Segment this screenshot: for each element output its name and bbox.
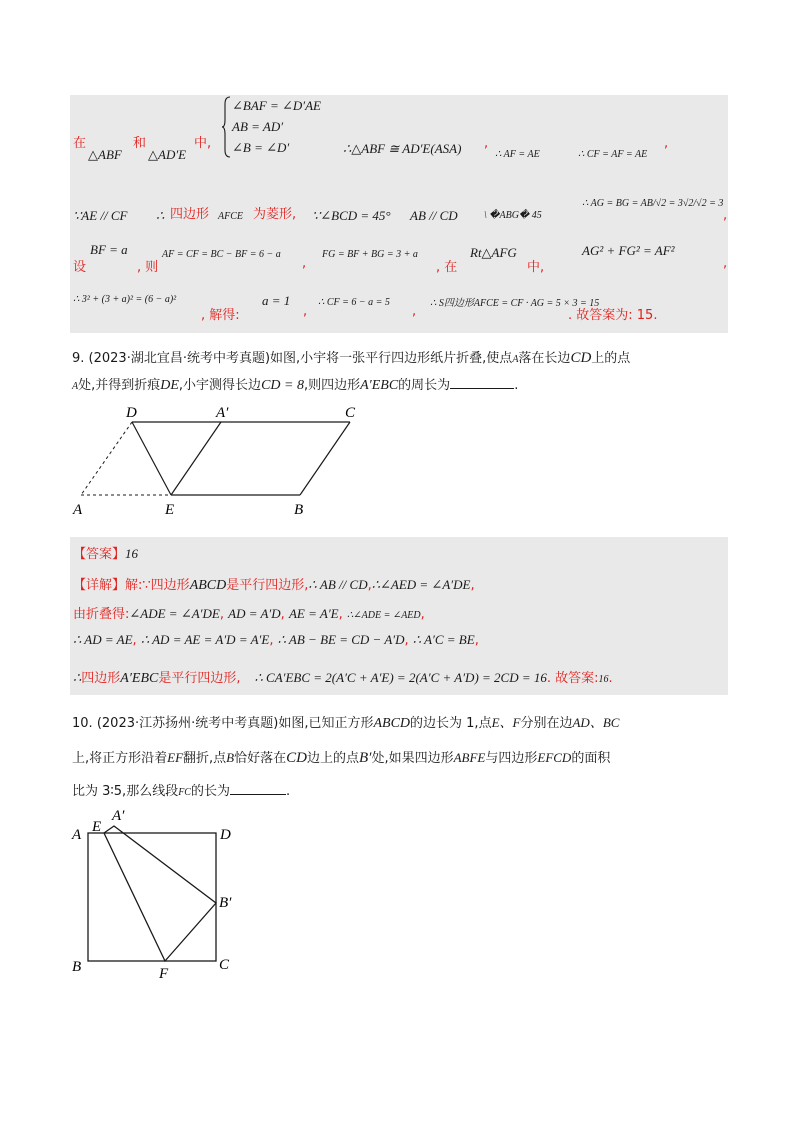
q10-text2: 的边长为 1,点: [410, 716, 492, 731]
q10-ad-bc: AD、BC: [572, 715, 620, 730]
q9-l3c: ∴ AD = AE = A′D = A′E: [140, 632, 270, 647]
sol8-zai2: , 在: [436, 260, 458, 275]
q10-label-c: C: [219, 957, 230, 973]
q9-l4b: 四边形: [81, 671, 121, 686]
q9-edge-da-dashed: [81, 422, 132, 495]
sol8-abg45: \ �ABG� 45: [484, 210, 542, 221]
q10-label-a1: A′: [112, 808, 125, 824]
q9-cd8: CD = 8: [261, 378, 304, 393]
q10-b1: B′: [359, 750, 372, 766]
sol8-zai: 在: [73, 136, 87, 151]
sol8-congruent: ∴△ABF ≅ AD′E(ASA): [343, 141, 462, 156]
sol8-bf-a: BF = a: [90, 242, 128, 257]
q9-text4: 处,并得到折痕: [78, 378, 161, 393]
q10-b: B: [226, 750, 235, 765]
sol8-she: 设: [73, 260, 87, 275]
q9-text5: ,小宇测得长边: [178, 378, 262, 393]
q10-efcd: EFCD: [537, 750, 572, 765]
sol8-quad-name: AFCE: [218, 211, 243, 222]
sol8-comma5: ,: [723, 256, 728, 271]
q9-figure: [70, 402, 370, 520]
q9-label-d: D: [126, 405, 137, 421]
q9-answer-value: 16: [125, 546, 139, 561]
q9-l4f: . 故答案:: [546, 671, 599, 686]
q9-l2f: AE = A′E: [288, 606, 339, 621]
q9-edge-ea1: [171, 422, 221, 495]
sol8-rt: Rt△AFG: [470, 245, 517, 260]
q9-l2g: ,: [338, 607, 343, 622]
q9-l1e: ∴∠AED = ∠A′DE: [371, 577, 471, 592]
q10-label-e: E: [92, 819, 102, 835]
q9-label-e: E: [165, 502, 175, 518]
q9-text6: ,则四边形: [303, 378, 361, 393]
q10-source: (2023·江苏扬州·统考中考真题): [96, 716, 279, 731]
q9-number: 9.: [72, 351, 85, 366]
sol8-eq: ∴ 3² + (3 + a)² = (6 − a)²: [73, 294, 177, 305]
q9-l3e: ∴ AB − BE = CD − A′D: [277, 632, 405, 647]
q9-l2i: ,: [420, 607, 425, 622]
sol8-cf5: ∴ CF = 6 − a = 5: [318, 297, 390, 308]
q9-detail-line2: [73, 603, 425, 622]
q9-l3a: ∴ AD = AE: [73, 632, 133, 647]
sol8-cond1: ∠BAF = ∠D′AE: [232, 98, 321, 113]
q9-abcd: ABCD: [189, 578, 227, 593]
q9-l4a: ∴: [73, 670, 82, 685]
sol8-zhong2: 中,: [527, 260, 545, 275]
q10-cd: CD: [286, 750, 307, 766]
q9-l2b: ∠ADE = ∠A′DE: [129, 606, 220, 621]
q10-figure: [68, 806, 248, 986]
q10-text9: 与四边形: [485, 751, 538, 766]
sol8-bcd45: ∵∠BCD = 45°: [312, 208, 391, 223]
q9-detail-line3: [73, 632, 479, 648]
q9-answer-label: 【答案】: [73, 547, 126, 562]
q9-pt-a: A: [512, 354, 519, 365]
sol8-jiede: , 解得:: [201, 308, 240, 323]
q9-l2a: 由折叠得:: [73, 607, 130, 622]
q9-text3: 上的点: [591, 351, 631, 366]
q10-label-a: A: [72, 827, 82, 843]
sol8-comma4: ,: [302, 256, 307, 271]
q10-ef2: EF: [167, 750, 184, 765]
q10-text5: 翻折,点: [183, 751, 227, 766]
q9-l4c: A′EBC: [120, 671, 159, 686]
sol8-he: 和: [133, 136, 147, 151]
q9-l3f: ,: [404, 633, 409, 648]
q9-period: .: [514, 378, 519, 393]
q9-source: (2023·湖北宜昌·统考中考真题): [88, 351, 271, 366]
sol8-tri1: △ABF: [88, 147, 122, 162]
sol8-fg-expr: FG = BF + BG = 3 + a: [322, 249, 418, 260]
q10-abfe: ABFE: [453, 750, 486, 765]
sol8-af-expr: AF = CF = BC − BF = 6 − a: [162, 249, 281, 260]
sol8-a1: a = 1: [262, 293, 291, 308]
q10-text11: 比为 3∶5,那么线段: [72, 784, 179, 799]
q10-label-d: D: [220, 827, 231, 843]
q9-quad: A′EBC: [360, 378, 399, 393]
sol8-pythag: AG² + FG² = AF²: [582, 243, 675, 258]
q9-label-c: C: [345, 405, 356, 421]
q9-l3d: ,: [269, 633, 274, 648]
q9-l3g: ∴ A′C = BE: [412, 632, 475, 647]
q9-detail-line4: [73, 667, 613, 687]
sol8-ae-cf: ∵AE // CF: [73, 208, 128, 223]
sol8-cond3: ∠B = ∠D′: [232, 140, 290, 155]
q10-text3: 分别在边: [520, 716, 573, 731]
q9-l1d: ,: [367, 578, 372, 593]
sol8-comma6: ,: [303, 304, 308, 319]
sol8-comma3: ,: [723, 208, 728, 223]
q9-answer-blank[interactable]: [450, 388, 514, 389]
q10-text12: 的长为: [190, 784, 230, 799]
sol8-ze: , 则: [137, 260, 159, 275]
sol8-comma1: ,: [484, 136, 489, 151]
q9-l2c: ,: [219, 607, 224, 622]
q9-answer-line: [73, 543, 138, 562]
q9-de: DE: [160, 378, 179, 393]
q10-label-f: F: [159, 966, 169, 982]
sol8-answer: . 故答案为: 15.: [568, 308, 658, 323]
sol8-zhong: 中,: [194, 136, 212, 151]
sol8-tri2: △AD′E: [148, 147, 187, 162]
q9-l4e: ∴ CA′EBC = 2(A′C + A′E) = 2(A′C + A′D) = 2CD = 16: [254, 670, 547, 685]
q9-l4g: 16: [598, 674, 609, 685]
q10-line3: [72, 780, 290, 799]
q9-l3h: ,: [474, 633, 479, 648]
q9-text1: 如图,小宇将一张平行四边形纸片折叠,使点: [270, 351, 513, 366]
q9-jie: 解:: [125, 578, 143, 593]
q9-l2h: ∴∠ADE = ∠AED: [346, 610, 421, 621]
brace-icon: [222, 96, 232, 158]
q10-line2: [72, 747, 610, 767]
q9-text7: 的周长为: [398, 378, 451, 393]
q9-label-a1: A′: [216, 405, 229, 421]
sol8-cond2: AB = AD′: [232, 119, 284, 134]
sol8-ag-bg: ∴ AG = BG = AB/√2 = 3√2/√2 = 3: [582, 198, 724, 209]
q10-text7: 边上的点: [306, 751, 359, 766]
q10-label-b1: B′: [219, 895, 232, 911]
sol8-ab-cd: AB // CD: [410, 208, 458, 223]
q10-square-abcd: [88, 833, 216, 961]
sol8-area: ∴ S四边形AFCE = CF · AG = 5 × 3 = 15: [430, 298, 600, 309]
q9-edge-de: [132, 422, 171, 495]
q10-answer-blank[interactable]: [230, 794, 286, 795]
q9-l1a: ∵四边形: [142, 578, 190, 593]
q9-l1b: 是平行四边形,: [226, 578, 309, 593]
q10-text8: 处,如果四边形: [371, 751, 454, 766]
sol8-cf: ∴ CF = AF = AE: [578, 149, 648, 160]
q10-text1: 如图,已知正方形: [278, 716, 374, 731]
q9-l2e: ,: [280, 607, 285, 622]
sol8-therefore: ∴: [156, 208, 165, 223]
q10-ef: E、F: [491, 715, 521, 730]
q10-folded-quad: [104, 826, 216, 961]
q10-fc: FC: [178, 787, 191, 798]
q10-number: 10.: [72, 716, 93, 731]
q10-line1: [72, 712, 619, 732]
q9-line2: [72, 374, 518, 394]
q9-line1: [72, 347, 630, 367]
q9-detail-line1: [73, 574, 475, 594]
q10-text6: 恰好落在: [234, 751, 287, 766]
sol8-comma2: ,: [664, 136, 669, 151]
sol8-quad-label: 四边形: [170, 207, 210, 222]
q10-period: .: [286, 784, 291, 799]
q9-text2: 落在长边: [518, 351, 571, 366]
sol8-af-ae: ∴ AF = AE: [495, 149, 540, 160]
sol8-comma7: ,: [412, 304, 417, 319]
sol8-rhombus: 为菱形,: [253, 207, 297, 222]
q9-l1c: ∴ AB // CD: [308, 577, 368, 592]
q10-label-b: B: [72, 959, 82, 975]
q9-edge-cb: [300, 422, 350, 495]
q10-text4: 上,将正方形沿着: [72, 751, 168, 766]
q10-text10: 的面积: [571, 751, 611, 766]
q9-l4d: 是平行四边形,: [158, 671, 241, 686]
q9-pt-a2: A: [72, 381, 79, 392]
q9-l4h: .: [608, 671, 613, 686]
q9-l3b: ,: [132, 633, 137, 648]
q9-cd: CD: [570, 350, 592, 366]
q9-label-a: A: [73, 502, 83, 518]
q9-l1f: ,: [470, 578, 475, 593]
q10-abcd: ABCD: [373, 716, 411, 731]
q9-detail-label: 【详解】: [73, 578, 126, 593]
q9-label-b: B: [294, 502, 304, 518]
q9-l2d: AD = A′D: [228, 606, 281, 621]
